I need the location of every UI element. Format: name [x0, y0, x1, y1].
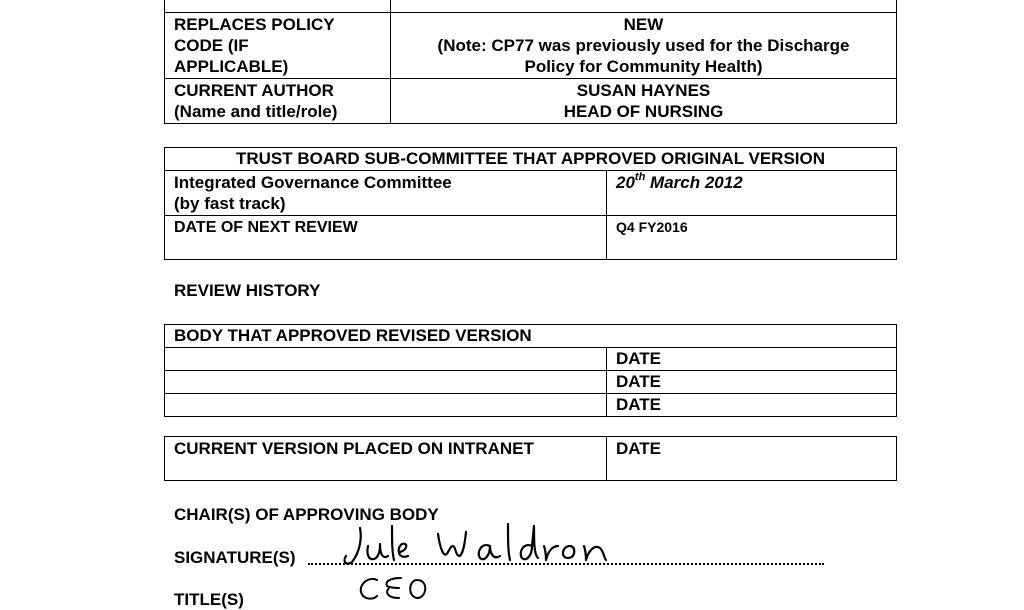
revised-body-cell [165, 371, 607, 394]
handwritten-title [355, 574, 445, 600]
intranet-label: CURRENT VERSION PLACED ON INTRANET [165, 437, 607, 481]
approval-header: TRUST BOARD SUB-COMMITTEE THAT APPROVED ORIGINAL VERSION [165, 148, 897, 171]
handwritten-signature [338, 522, 638, 572]
current-author-value: SUSAN HAYNES HEAD OF NURSING [391, 79, 897, 124]
current-author-label: CURRENT AUTHOR (Name and title/role) [165, 79, 391, 124]
chairs-label: CHAIR(S) OF APPROVING BODY [174, 505, 439, 524]
blank-cell [391, 0, 897, 13]
replaces-policy-label: REPLACES POLICY CODE (IF APPLICABLE) [165, 13, 391, 79]
revised-body-cell [165, 348, 607, 371]
signature-label: SIGNATURE(S) [174, 548, 296, 567]
revised-body-cell [165, 394, 607, 417]
revised-date-label: DATE [607, 348, 897, 371]
policy-info-table [164, 0, 897, 124]
review-history-title: REVIEW HISTORY [174, 281, 321, 300]
revised-date-label: DATE [607, 371, 897, 394]
intranet-table [164, 436, 897, 481]
next-review-value: Q4 FY2016 [607, 216, 897, 260]
blank-cell [165, 0, 391, 13]
review-history-header: BODY THAT APPROVED REVISED VERSION [165, 325, 897, 348]
intranet-date-label: DATE [607, 437, 897, 481]
title-label: TITLE(S) [174, 590, 244, 609]
review-history-table [164, 324, 897, 417]
committee-name: Integrated Governance Committee (by fast track) [165, 171, 607, 216]
approval-date: 20th March 2012 [607, 171, 897, 216]
revised-date-label: DATE [607, 394, 897, 417]
approval-table [164, 147, 897, 260]
replaces-policy-value: NEW (Note: CP77 was previously used for the Discharge Policy for Community Health) [391, 13, 897, 79]
next-review-label: DATE OF NEXT REVIEW [165, 216, 607, 260]
